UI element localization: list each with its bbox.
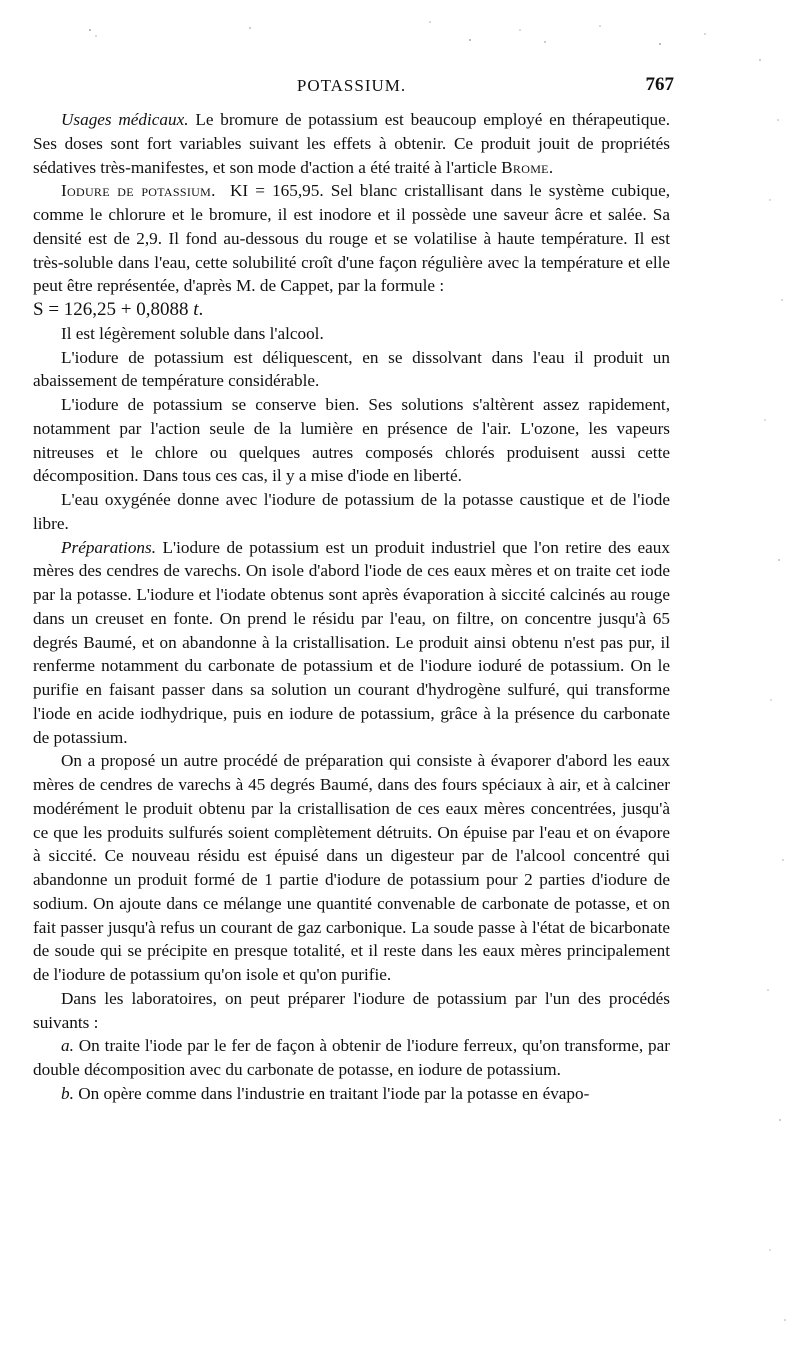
paragraph-conservation: L'iodure de potassium se conserve bien. Ses solutions s'altèrent assez rapidement, notamment par l'action seule de la lumière en présence de l'air. L'ozone, les vapeurs nitreuses et le chlore ou quelques autres composés chlorés produisent aussi cette décomposition. Dans tous ces cas, il y a mise d'iode en liberté. <box>33 395 670 486</box>
paragraph-text: Le bromure de potassium est beaucoup employé en thérapeutique. Ses doses sont fort variables suivant les effets à obtenir. Ce produit jouit de propriétés sédatives très-manifestes, et son mode d'action a été traité à l'article <box>33 110 671 177</box>
paragraph-usages-medicaux <box>33 108 670 179</box>
list-label-a: a. <box>61 1036 74 1056</box>
formula-variable: t <box>193 299 199 320</box>
running-title: POTASSIUM. <box>296 76 407 95</box>
page-number: 767 <box>645 74 674 95</box>
section-heading-preparations: Préparations. <box>61 537 157 557</box>
list-label-b: b. <box>61 1083 74 1103</box>
paragraph-solubility-alcohol: Il est légèrement soluble dans l'alcool. <box>61 323 324 343</box>
paragraph-procede-a <box>33 1034 670 1082</box>
paragraph-text: L'iodure de potassium est un produit industriel que l'on retire des eaux mères des cendres de varechs. On isole d'abord l'iode de ces eaux mères et on traite cet iode par la potasse. L'iodure et l'iodate obtenus sont après évaporation à siccité calcinés au rouge dans un creuset en fonte. On prend le résidu par l'eau, on filtre, on concentre jusqu'à 65 degrés Baumé, et on abandonne à la cristallisation. Le produit ainsi obtenu n'est pas pur, il renferme notamment du carbonate de potassium et de l'iodure ioduré de potassium. On le purifie en faisant passer dans sa solution un courant d'hydrogène sulfuré, qui transforme l'iode en acide iodhydrique, puis en iodure de potassium, grâce à la présence du carbonate de potassium. <box>33 537 670 747</box>
formula-expression: S = 126,25 + 0,8088 <box>33 299 194 320</box>
cross-reference: Brome <box>501 157 549 177</box>
paragraph-laboratoires: Dans les laboratoires, on peut préparer l'iodure de potassium par l'un des procédés suivants : <box>33 988 670 1032</box>
paragraph-procede-b <box>33 1082 670 1106</box>
paragraph-preparations <box>33 536 670 750</box>
section-heading-iodure: Iodure de potassium. <box>61 181 216 201</box>
section-heading-usages: Usages médicaux. <box>61 110 189 129</box>
paragraph-text: On traite l'iode par le fer de façon à obtenir de l'iodure ferreux, qu'on transforme, par double décomposition avec du carbonate de potasse, en iodure de potassium. <box>33 1036 670 1079</box>
paragraph-autre-procede: On a proposé un autre procédé de préparation qui consiste à évaporer d'abord les eaux mères de cendres de varechs à 45 degrés Baumé, dans des fours spéciaux à air, et à calciner modérément le produit obtenu par la cristallisation de ces eaux mères concentrées, jusqu'à ce que les produits sulfurés soient complètement détruits. On épuise par l'eau et on évapore à siccité. Ce nouveau résidu est épuisé dans un digesteur par de l'alcool concentré qui abandonne un produit formé de 1 partie d'iodure de potassium pour 2 parties d'iodure de sodium. On ajoute dans ce mélange une quantité convenable de carbonate de potasse, et on fait passer jusqu'à refus un courant de gaz carbonique. La soude passe à l'état de bicarbonate de soude qui se précipite en presque totalité, et il reste dans les eaux mères principalement de l'iodure de potassium qu'on isole et qu'on purifie. <box>33 751 670 984</box>
paragraph-deliquescent: L'iodure de potassium est déliquescent, en se dissolvant dans l'eau il produit un abaissement de température considérable. <box>33 347 670 391</box>
inline-formula: KI = 165,95. <box>229 181 324 201</box>
page-header <box>33 74 674 100</box>
solubility-formula <box>33 298 670 322</box>
paragraph-eau-oxygenee: L'eau oxygénée donne avec l'iodure de potassium de la potasse caustique et de l'iode libre. <box>33 490 670 533</box>
formula-end: . <box>198 299 204 320</box>
paragraph-text: Sel blanc cristallisant dans le système cubique, comme le chlorure et le bromure, il est inodore et il possède une saveur âcre et salée. Sa densité est de 2,9. Il fond au-dessous du rouge et se volatilise à haute température. Il est très-soluble dans l'eau, cette solubilité croît d'une façon régulière avec la température et elle peut être représentée, d'après M. de Cappet, par la formule : <box>33 181 671 296</box>
body-text <box>33 108 670 1106</box>
paragraph-iodure <box>33 179 670 298</box>
paragraph-text: On opère comme dans l'industrie en traitant l'iode par la potasse en évapo- <box>73 1083 590 1103</box>
punctuation: . <box>548 157 554 177</box>
